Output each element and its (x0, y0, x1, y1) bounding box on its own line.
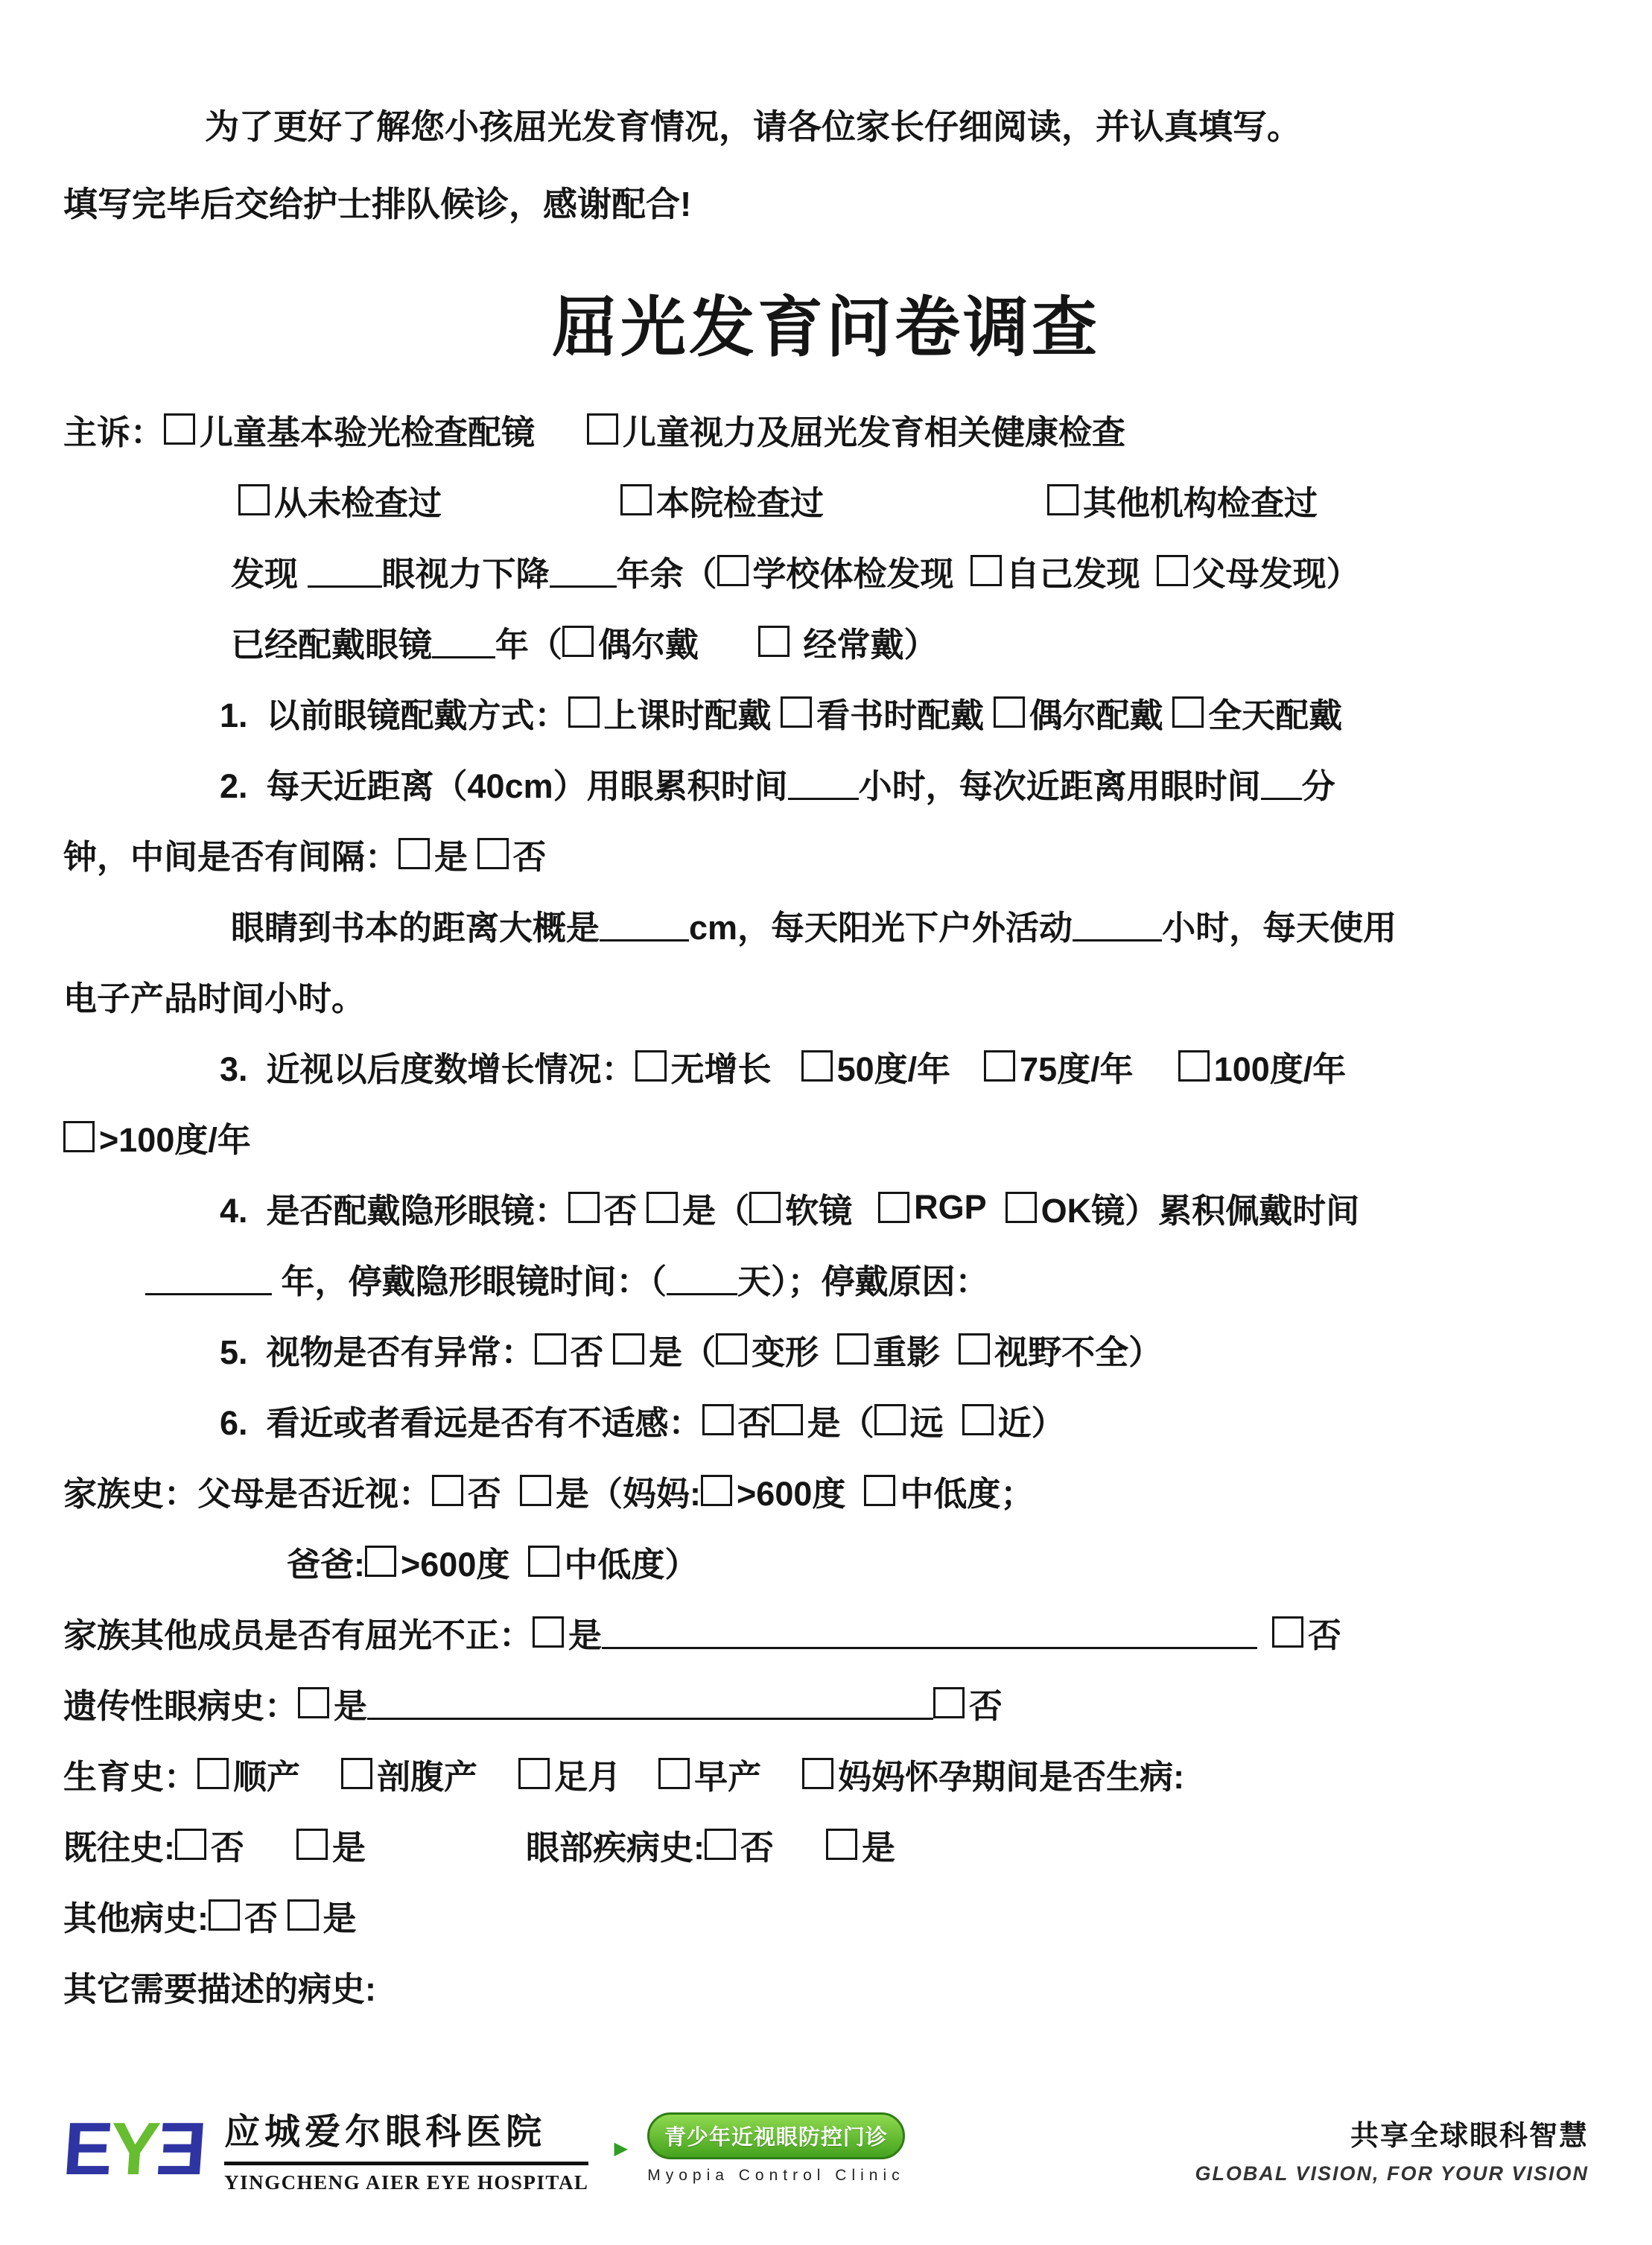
footer (60, 2103, 1589, 2208)
checkbox-icon (716, 1333, 747, 1365)
line-text: 家族史：父母是否近视： (63, 1474, 433, 1513)
checkbox-icon (705, 1829, 736, 1860)
checkbox-label: RGP (914, 1188, 987, 1226)
checkbox-icon (296, 1829, 328, 1860)
checkbox-label: 变形 (752, 1333, 819, 1371)
checkbox-icon (758, 626, 790, 657)
checkbox-label: 否 (740, 1828, 775, 1867)
checkbox-label: 经常戴） (794, 625, 938, 664)
checkbox-label: 软镜 (785, 1191, 853, 1230)
line-text: 眼睛到书本的距离大概是 (231, 908, 600, 947)
checkbox-icon (175, 1829, 206, 1860)
checkbox-label: 是 (332, 1828, 366, 1867)
checkbox-icon (518, 1758, 550, 1789)
line-text: 遗传性眼病史： (63, 1686, 299, 1725)
checkbox-icon (568, 1192, 600, 1223)
checkbox-label: 全天配戴 (1208, 696, 1343, 734)
q6-line (63, 1399, 1589, 1441)
checkbox-icon (837, 1333, 868, 1365)
hospital-name-en: YINGCHENG AIER EYE HOSPITAL (224, 2171, 589, 2194)
checkbox-label: 中低度； (900, 1474, 1035, 1513)
fill-in-blank (432, 634, 495, 658)
arrow-icon: ▶ (614, 2138, 628, 2159)
checkbox-label: 否 (570, 1333, 614, 1371)
checkbox-label: >600度 (401, 1545, 510, 1584)
line-text: 眼视力下降 (381, 554, 550, 593)
line-text: 1. 以前眼镜配戴方式： (220, 696, 568, 734)
other-desc-line (63, 1965, 1589, 2007)
fill-in-blank (1073, 917, 1162, 941)
line-text: 5. 视物是否有异常： (220, 1333, 535, 1371)
checkbox-icon (1178, 1050, 1210, 1082)
checkbox-icon (646, 1192, 678, 1223)
checkbox-icon (717, 555, 749, 586)
checkbox-icon (658, 1758, 690, 1789)
checkbox-label: 看书时配戴 (816, 696, 994, 734)
checkbox-icon (238, 484, 270, 515)
fill-in-blank (667, 1271, 737, 1295)
checkbox-label: 儿童视力及屈光发育相关健康检查 (623, 413, 1126, 451)
checkbox-icon (164, 413, 195, 445)
checkbox-label: 否 (969, 1686, 1003, 1725)
hereditary-line (63, 1682, 1589, 1724)
line-text: 家族其他成员是否有屈光不正： (63, 1616, 533, 1654)
spacer (852, 1207, 878, 1208)
exam-history-line (63, 479, 1589, 521)
checkbox-icon (959, 1333, 990, 1365)
checkbox-label: 是 (334, 1686, 368, 1725)
line-text: 电子产品时间小时。 (63, 979, 366, 1017)
checkbox-icon (1006, 1192, 1037, 1223)
checkbox-icon (1047, 484, 1078, 515)
q2-distance-line (63, 904, 1589, 945)
checkbox-label: 无增长 (670, 1050, 772, 1088)
form-lines (63, 408, 1589, 2036)
line-text: 已经配戴眼镜 (231, 625, 433, 664)
intro-paragraph (63, 88, 1589, 243)
checkbox-icon (477, 838, 509, 869)
checkbox-label: 是（ (682, 1191, 750, 1230)
hospital-name-block (224, 2103, 588, 2194)
checkbox-label: 是 (568, 1616, 603, 1654)
spacer (845, 1490, 864, 1491)
logo-letter-e1: E (60, 2106, 113, 2191)
spacer (442, 500, 620, 501)
checkbox-icon (568, 696, 600, 728)
spacer (772, 1066, 801, 1067)
checkbox-label: 否 (1308, 1616, 1342, 1654)
line-text: 年，停戴隐形眼镜时间：（ (272, 1262, 667, 1301)
fill-in-blank (308, 563, 382, 588)
checkbox-icon (933, 1687, 965, 1718)
line-text: 小时，每次近距离用眼时间 (858, 766, 1261, 805)
checkbox-label: 妈妈怀孕期间是否生病: (838, 1757, 1185, 1796)
checkbox-label: 否 (603, 1191, 647, 1230)
checkbox-icon (528, 1546, 559, 1577)
q4-line (63, 1187, 1589, 1228)
spacer (509, 1561, 528, 1562)
spacer (950, 1066, 984, 1067)
line-text: 其它需要描述的病史: (63, 1969, 376, 2008)
checkbox-label: 否 (211, 1828, 245, 1867)
checkbox-label: 自己发现 (1006, 554, 1140, 593)
checkbox-label: 是（ (807, 1403, 874, 1442)
spacer (1257, 1632, 1272, 1633)
fill-in-blank (602, 1625, 1257, 1649)
spacer (535, 429, 587, 430)
spacer (366, 1844, 526, 1845)
line-text: 既往史: (63, 1828, 175, 1867)
line-text: 3. 近视以后度数增长情况： (220, 1050, 635, 1088)
q4-cont-line (63, 1257, 1589, 1299)
checkbox-label: >100度/年 (99, 1120, 251, 1159)
checkbox-label: 偶尔配戴 (1029, 696, 1173, 734)
spacer (244, 1844, 296, 1845)
family-other-line (63, 1611, 1589, 1653)
checkbox-label: 儿童基本验光检查配镜 (200, 413, 536, 451)
checkbox-icon (826, 1829, 857, 1860)
myopia-clinic-block (647, 2112, 905, 2185)
checkbox-icon (701, 1475, 732, 1506)
spacer (940, 1349, 959, 1350)
checkbox-icon (613, 1333, 644, 1365)
fill-in-blank (550, 563, 617, 588)
checkbox-icon (63, 1121, 95, 1152)
page-title: 屈光发育问卷调查 (551, 290, 1100, 364)
logo-letter-e2: Ǝ (153, 2106, 207, 2191)
checkbox-label: 早产 (694, 1757, 762, 1796)
checkbox-icon (802, 1758, 833, 1789)
checkbox-icon (994, 696, 1025, 728)
logo-letter-y: Y (107, 2106, 160, 2191)
checkbox-icon (1157, 555, 1188, 586)
fill-in-blank (600, 917, 689, 941)
q1-line (63, 691, 1589, 733)
checkbox-label: 近） (997, 1403, 1065, 1442)
checkbox-icon (864, 1475, 895, 1506)
chief-complaint-line (63, 408, 1589, 450)
line-text: 其他病史: (63, 1899, 209, 1937)
checkbox-icon (878, 1192, 909, 1223)
line-text: 6. 看近或者看远是否有不适感： (220, 1403, 702, 1442)
checkbox-icon (635, 1050, 667, 1082)
checkbox-label: 是（妈妈: (556, 1474, 702, 1513)
line-text: 天）；停戴原因： (737, 1262, 989, 1301)
discovery-line (63, 550, 1589, 591)
checkbox-label: 顺产 (233, 1757, 301, 1796)
checkbox-label: OK镜）累积佩戴时间 (1041, 1191, 1360, 1230)
spacer (819, 1349, 837, 1350)
checkbox-label: 重影 (873, 1333, 941, 1371)
glasses-worn-line (63, 620, 1589, 662)
line-text: 小时，每天使用 (1162, 908, 1397, 947)
checkbox-icon (533, 1616, 564, 1648)
q3-cont-line (63, 1116, 1589, 1158)
spacer (1134, 1066, 1178, 1067)
spacer (501, 1490, 520, 1491)
checkbox-icon (287, 1899, 319, 1931)
spacer (699, 641, 758, 642)
line-text: 主诉： (63, 413, 165, 451)
checkbox-label: >600度 (737, 1474, 846, 1513)
checkbox-label: 学校体检发现 (752, 554, 954, 593)
myopia-clinic-en: Myopia Control Clinic (647, 2167, 905, 2184)
checkbox-icon (962, 1404, 994, 1435)
q2-cont-line (63, 833, 1589, 874)
line-text: 眼部疾病史: (526, 1828, 705, 1867)
checkbox-label: 否 (468, 1474, 502, 1513)
intro-line-2: 填写完毕后交给护士排队候诊，感谢配合! (63, 185, 692, 223)
spacer (824, 500, 1047, 501)
checkbox-label: 是 (862, 1828, 896, 1867)
line-text: 发现 (231, 554, 308, 593)
checkbox-icon (535, 1333, 566, 1365)
checkbox-icon (432, 1475, 463, 1506)
q2-cont2-line (63, 974, 1589, 1016)
checkbox-label: 远 (909, 1403, 944, 1442)
checkbox-label: 否 (512, 837, 547, 876)
checkbox-icon (801, 1050, 833, 1082)
checkbox-icon (197, 1758, 229, 1789)
slogan-block (1195, 2112, 1589, 2185)
line-text: 钟，中间是否有间隔： (63, 837, 399, 876)
checkbox-label: 偶尔戴 (598, 625, 699, 664)
checkbox-icon (398, 838, 430, 869)
line-text: 2. 每天近距离（40cm）用眼累积时间 (220, 766, 788, 805)
line-text: 爸爸: (287, 1545, 365, 1584)
checkbox-icon (298, 1687, 329, 1718)
checkbox-icon (702, 1404, 734, 1435)
checkbox-label: 父母发现） (1192, 554, 1360, 593)
other-history-line (63, 1894, 1589, 1936)
checkbox-icon (1272, 1616, 1303, 1648)
q2-line (63, 762, 1589, 804)
line-text: 生育史： (63, 1757, 198, 1796)
checkbox-label: 足月 (554, 1757, 622, 1796)
checkbox-icon (984, 1050, 1015, 1082)
checkbox-icon (749, 1192, 781, 1223)
line-text: 4. 是否配戴隐形眼镜： (220, 1191, 568, 1230)
checkbox-icon (520, 1475, 551, 1506)
checkbox-icon (365, 1546, 396, 1577)
intro-line-1: 为了更好了解您小孩屈光发育情况，请各位家长仔细阅读，并认真填写。 (205, 107, 1301, 146)
checkbox-icon (874, 1404, 906, 1435)
hospital-name-cn: 应城爱尔眼科医院 (224, 2103, 588, 2165)
checkbox-icon (970, 555, 1002, 586)
checkbox-icon (209, 1899, 240, 1931)
checkbox-icon (772, 1404, 803, 1435)
slogan-en: GLOBAL VISION, FOR YOUR VISION (1195, 2162, 1589, 2185)
line-text: 分 (1301, 766, 1335, 805)
checkbox-label: 中低度） (564, 1545, 699, 1584)
slogan-cn: 共享全球眼科智慧 (1350, 2120, 1589, 2152)
fill-in-blank (367, 1695, 933, 1720)
checkbox-icon (341, 1758, 372, 1789)
fill-in-blank (1261, 775, 1302, 800)
past-history-line (63, 1823, 1589, 1865)
fill-in-blank (145, 1271, 272, 1295)
checkbox-label: 从未检查过 (274, 483, 442, 522)
myopia-clinic-badge: 青少年近视眼防控门诊 (647, 2112, 905, 2159)
checkbox-icon (1172, 696, 1204, 728)
checkbox-label: 100度/年 (1213, 1050, 1347, 1088)
line-text: 年（ (495, 625, 563, 664)
checkbox-label: 上课时配戴 (603, 696, 781, 734)
checkbox-label: 剖腹产 (377, 1757, 478, 1796)
checkbox-label: 是（ (649, 1333, 717, 1371)
spacer (987, 1207, 1006, 1208)
spacer (774, 1844, 826, 1845)
checkbox-label: 75度/年 (1020, 1050, 1134, 1088)
line-text: cm，每天阳光下户外活动 (689, 908, 1073, 947)
checkbox-label: 否 (244, 1899, 287, 1937)
checkbox-icon (781, 696, 812, 728)
checkbox-icon (587, 413, 618, 445)
checkbox-label: 其他机构检查过 (1083, 483, 1318, 522)
eye-hospital-logo (60, 2106, 207, 2191)
checkbox-label: 是 (434, 837, 477, 876)
checkbox-icon (620, 484, 652, 515)
checkbox-label: 否 (737, 1403, 772, 1442)
checkbox-label: 是 (323, 1899, 357, 1937)
line-text: 年余（ (616, 554, 717, 593)
family-father-line (63, 1540, 1589, 1582)
q5-line (63, 1328, 1589, 1370)
family-history-line (63, 1470, 1589, 1511)
checkbox-label: 视野不全） (994, 1333, 1163, 1371)
fill-in-blank (788, 775, 859, 800)
checkbox-icon (562, 626, 594, 657)
q3-line (63, 1045, 1589, 1087)
checkbox-label: 50度/年 (836, 1050, 951, 1088)
birth-history-line (63, 1753, 1589, 1794)
checkbox-label: 本院检查过 (656, 483, 825, 522)
